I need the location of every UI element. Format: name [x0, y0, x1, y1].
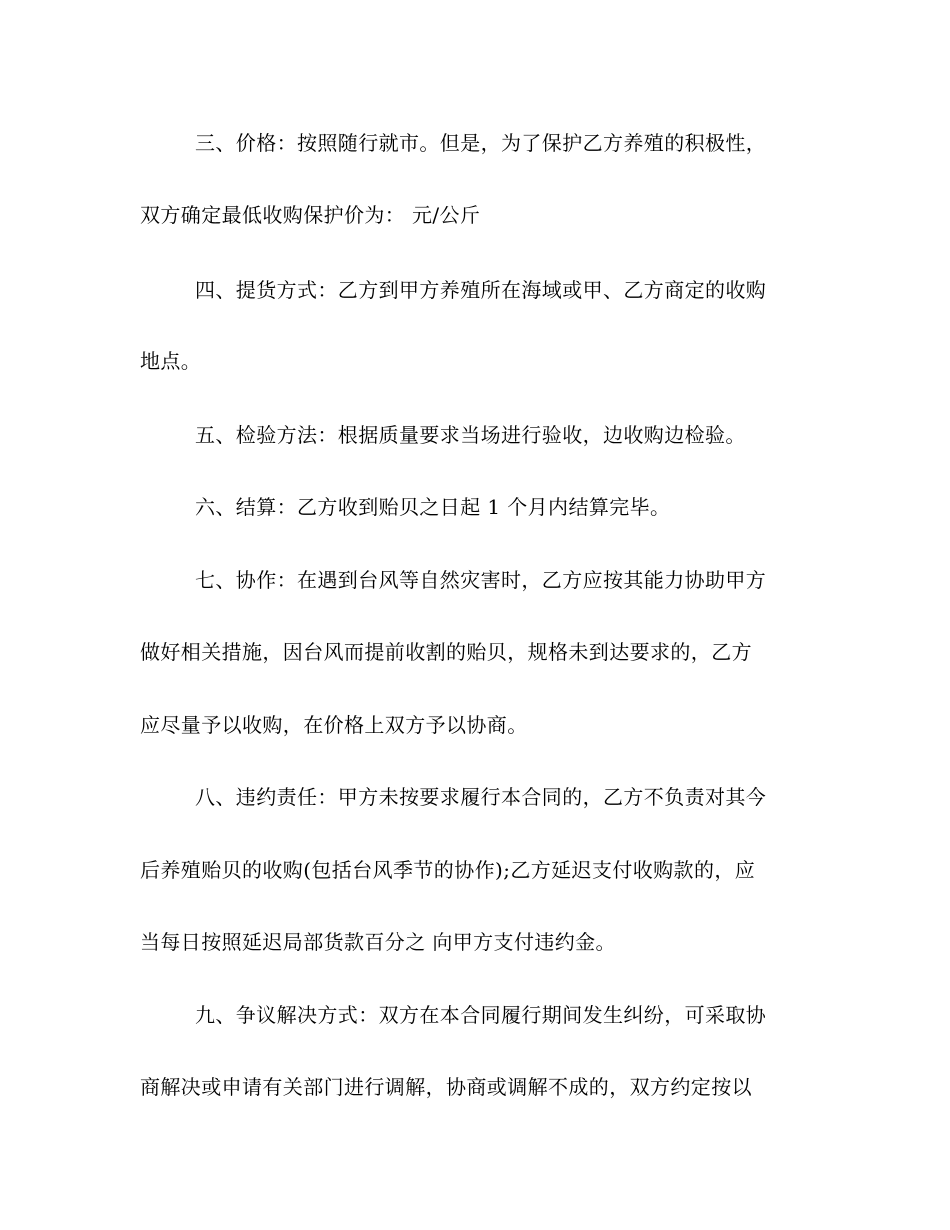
- clause-3-line-1: 三、价格：按照随行就市。但是，为了保护乙方养殖的积极性，: [195, 131, 767, 155]
- clause-7-line-2: 做好相关措施，因台风而提前收割的贻贝，规格未到达要求的，乙方: [140, 640, 752, 664]
- clause-4-line-1: 四、提货方式：乙方到甲方养殖所在海域或甲、乙方商定的收购: [195, 278, 767, 302]
- clause-5-line-1: 五、检验方法：根据质量要求当场进行验收，边收购边检验。: [195, 423, 746, 447]
- clause-6-line-1: 六、结算：乙方收到贻贝之日起 1 个月内结算完毕。: [195, 495, 671, 519]
- clause-8-line-2: 后养殖贻贝的收购(包括台风季节的协作);乙方延迟支付收购款的，应: [140, 858, 756, 882]
- clause-8-line-1: 八、违约责任：甲方未按要求履行本合同的，乙方不负责对其今: [195, 785, 767, 809]
- clause-9-line-1: 九、争议解决方式：双方在本合同履行期间发生纠纷，可采取协: [195, 1003, 767, 1027]
- clause-7-line-3: 应尽量予以收购，在价格上双方予以协商。: [140, 713, 528, 737]
- clause-8-line-3: 当每日按照延迟局部货款百分之 向甲方支付违约金。: [140, 930, 616, 954]
- clause-3-line-2: 双方确定最低收购保护价为： 元/公斤: [140, 203, 481, 227]
- clause-4-line-2: 地点。: [140, 349, 202, 373]
- clause-9-line-2: 商解决或申请有关部门进行调解，协商或调解不成的，双方约定按以: [140, 1075, 752, 1099]
- clause-7-line-1: 七、协作：在遇到台风等自然灾害时，乙方应按其能力协助甲方: [195, 568, 767, 592]
